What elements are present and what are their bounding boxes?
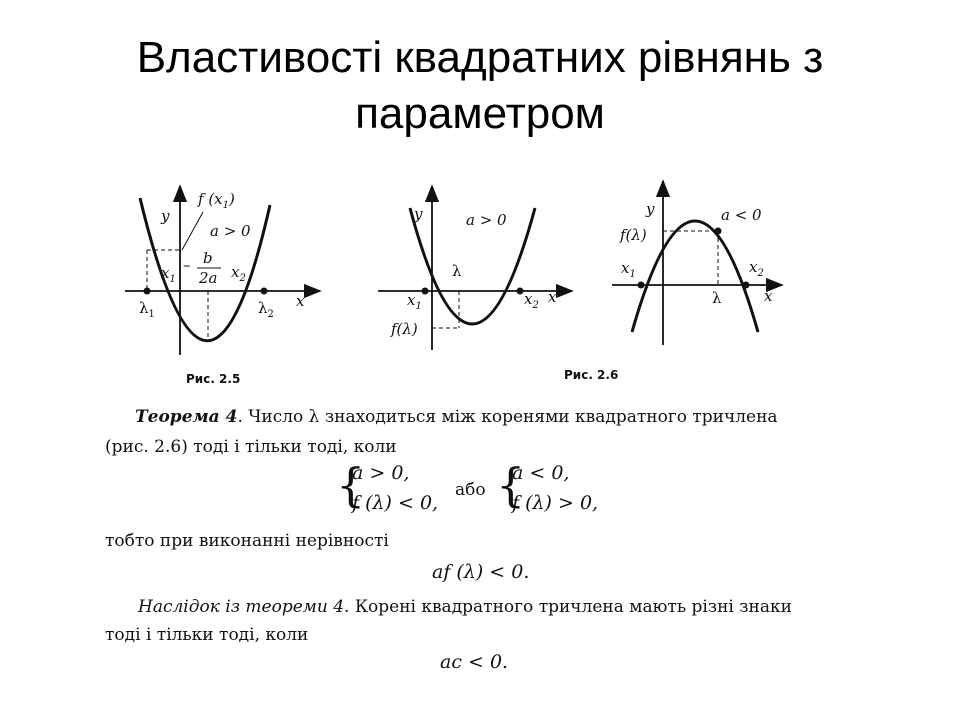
fig3-flambda: f(λ) <box>620 226 647 244</box>
fig3-x1-label: $x_1$ <box>621 259 636 280</box>
fig3-x-label: x <box>764 287 773 305</box>
or-word: або <box>455 480 486 500</box>
fig1-caption: Рис. 2.5 <box>186 372 241 386</box>
fig3-root-2 <box>743 282 750 289</box>
fig3-lambda-point <box>715 228 722 235</box>
system-2-a: a < 0, <box>512 462 570 484</box>
fig2-root-1 <box>422 288 429 295</box>
system-1-brace: { <box>336 458 366 512</box>
corollary-line-1 <box>138 597 792 617</box>
fig2-x-label: x <box>548 288 557 306</box>
fig1-x2-label: $x_2$ <box>231 263 246 284</box>
figure-2-5 <box>125 186 320 386</box>
fig1-x1-label: $x_1$ <box>161 264 176 285</box>
corollary-inequality: ac < 0. <box>440 651 509 673</box>
corollary-text-1: . Корені квадратного тричлена мають різні знаки <box>344 597 792 617</box>
system-1-b: f (λ) < 0, <box>352 492 439 514</box>
title-line-1: Властивості квадратних рівнянь з <box>136 33 824 82</box>
theorem-line-3: тобто при виконанні нерівності <box>105 531 389 551</box>
fig2-flambda: f(λ) <box>391 320 418 338</box>
fig1-a-condition: a > 0 <box>210 222 251 240</box>
fig1-x-label: x <box>296 292 305 310</box>
fig1-root-2 <box>261 288 268 295</box>
fig3-root-1 <box>638 282 645 289</box>
fig2-a-condition: a > 0 <box>466 211 507 229</box>
fig2-lambda: λ <box>452 262 462 280</box>
title-line-2: параметром <box>355 89 605 138</box>
theorem-line-2: (рис. 2.6) тоді і тільки тоді, коли <box>105 437 397 457</box>
fig3-x2-label: $x_2$ <box>749 258 764 279</box>
fig1-b-numerator: b <box>203 249 213 267</box>
system-2-b: f (λ) > 0, <box>512 492 599 514</box>
theorem-inequality: af (λ) < 0. <box>432 561 530 583</box>
corollary-line-2: тоді і тільки тоді, коли <box>105 625 309 645</box>
fig2-root-2 <box>517 288 524 295</box>
fig2-x1-label: $x_1$ <box>407 291 422 312</box>
fig2-y-label: y <box>414 205 423 223</box>
fig1-lambda2: $\lambda_2$ <box>258 299 274 320</box>
fig1-fx1-label: f $(x_1)$ <box>198 190 235 211</box>
fig3-a-condition: a < 0 <box>721 206 762 224</box>
theorem-text-1: . Число λ знаходиться між коренями квадратного тричлена <box>237 407 778 427</box>
system-1-a: a > 0, <box>352 462 410 484</box>
theorem-line-1 <box>135 407 778 427</box>
fig1-y-label: y <box>161 207 170 225</box>
fig1-minus: – <box>183 256 191 274</box>
fig1-leader <box>182 212 203 250</box>
fig1-b-denominator: 2a <box>199 269 218 287</box>
fig3-lambda: λ <box>712 289 722 307</box>
theorem-label: Теорема 4 <box>135 407 238 427</box>
corollary-label: Наслідок із теореми 4 <box>138 597 345 617</box>
fig1-root-1 <box>144 288 151 295</box>
fig2-caption: Рис. 2.6 <box>564 368 619 382</box>
figure-2-6 <box>378 186 618 382</box>
fig2-x2-label: $x_2$ <box>524 290 539 311</box>
figure-2-6-b <box>612 181 782 345</box>
fig3-parabola <box>632 221 758 332</box>
fig3-y-label: y <box>646 200 655 218</box>
fig1-lambda1: $\lambda_1$ <box>139 299 155 320</box>
system-2-brace: { <box>496 458 526 512</box>
